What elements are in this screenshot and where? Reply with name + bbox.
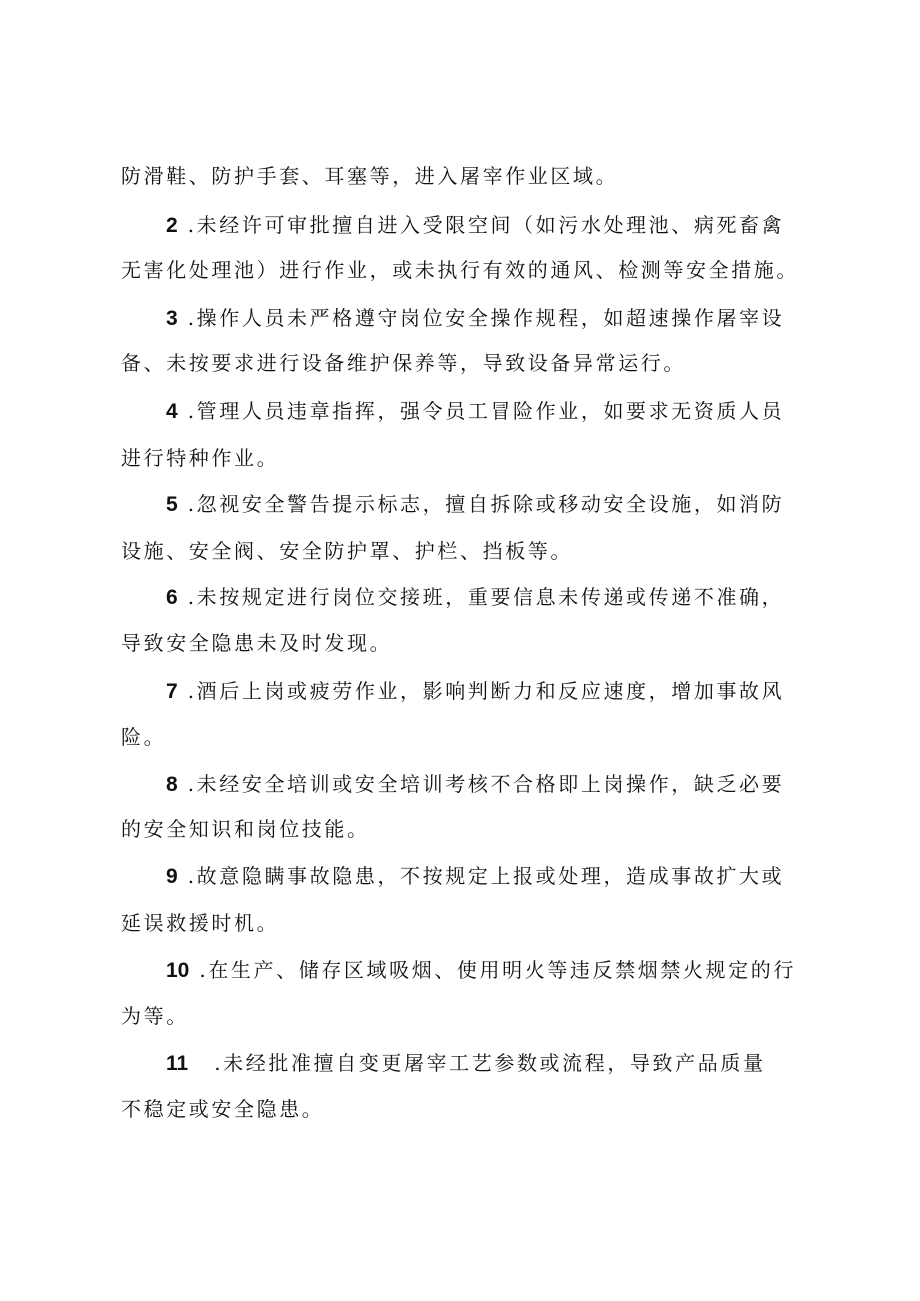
- list-item-text: .管理人员违章指挥，强令员工冒险作业，如要求无资质人员: [187, 399, 785, 423]
- list-item-number: 6: [166, 586, 178, 609]
- list-item-text: .故意隐瞒事故隐患，不按规定上报或处理，造成事故扩大或: [187, 864, 785, 888]
- list-item-4-line1: [166, 398, 866, 425]
- list-item-6-line2: 导致安全隐患未及时发现。: [121, 631, 393, 655]
- list-item-text: .酒后上岗或疲劳作业，影响判断力和反应速度，增加事故风: [187, 679, 785, 703]
- list-item-text: .未经批准擅自变更屠宰工艺参数或流程，导致产品质量: [214, 1051, 766, 1075]
- list-item-number: 11: [166, 1052, 189, 1075]
- paragraph-continuation: 防滑鞋、防护手套、耳塞等，进入屠宰作业区域。: [121, 164, 619, 188]
- list-item-8-line2: 的安全知识和岗位技能。: [121, 817, 370, 841]
- list-item-number: 5: [166, 493, 178, 516]
- list-item-text: .在生产、储存区域吸烟、使用明火等违反禁烟禁火规定的行: [199, 958, 796, 982]
- list-item-number: 3: [166, 307, 178, 330]
- list-item-5-line2: 设施、安全阀、安全防护罩、护栏、挡板等。: [121, 539, 573, 563]
- list-item-9-line1: [166, 863, 866, 890]
- list-item-9-line2: 延误救援时机。: [121, 911, 280, 935]
- list-item-text: .未经安全培训或安全培训考核不合格即上岗操作，缺乏必要: [187, 772, 785, 796]
- list-item-number: 7: [166, 680, 178, 703]
- list-item-text: .操作人员未严格遵守岗位安全操作规程，如超速操作屠宰设: [187, 306, 785, 330]
- list-item-text: .忽视安全警告提示标志，擅自拆除或移动安全设施，如消防: [187, 492, 785, 516]
- list-item-6-line1: [166, 584, 866, 611]
- list-item-8-line1: [166, 771, 866, 798]
- list-item-number: 2: [166, 214, 178, 237]
- list-item-number: 4: [166, 400, 178, 423]
- list-item-4-line2: 进行特种作业。: [121, 446, 280, 470]
- list-item-number: 8: [166, 773, 178, 796]
- list-item-10-line1: [166, 957, 866, 984]
- list-item-7-line2: 险。: [121, 725, 167, 749]
- list-item-number: 10: [166, 959, 190, 982]
- list-item-2-line1: [166, 212, 866, 239]
- list-item-3-line1: [166, 305, 866, 332]
- list-item-10-line2: 为等。: [121, 1004, 189, 1028]
- list-item-3-line2: 备、未按要求进行设备维护保养等，导致设备异常运行。: [121, 351, 686, 375]
- list-item-7-line1: [166, 678, 866, 705]
- list-item-11-line2: 不稳定或安全隐患。: [121, 1097, 325, 1121]
- list-item-text: .未经许可审批擅自进入受限空间（如污水处理池、病死畜禽: [187, 213, 785, 237]
- list-item-5-line1: [166, 491, 866, 518]
- list-item-number: 9: [166, 865, 178, 888]
- list-item-2-line2: 无害化处理池）进行作业，或未执行有效的通风、检测等安全措施。: [121, 258, 799, 282]
- list-item-text: .未按规定进行岗位交接班，重要信息未传递或传递不准确，: [187, 585, 785, 609]
- list-item-11-line1: [166, 1050, 866, 1077]
